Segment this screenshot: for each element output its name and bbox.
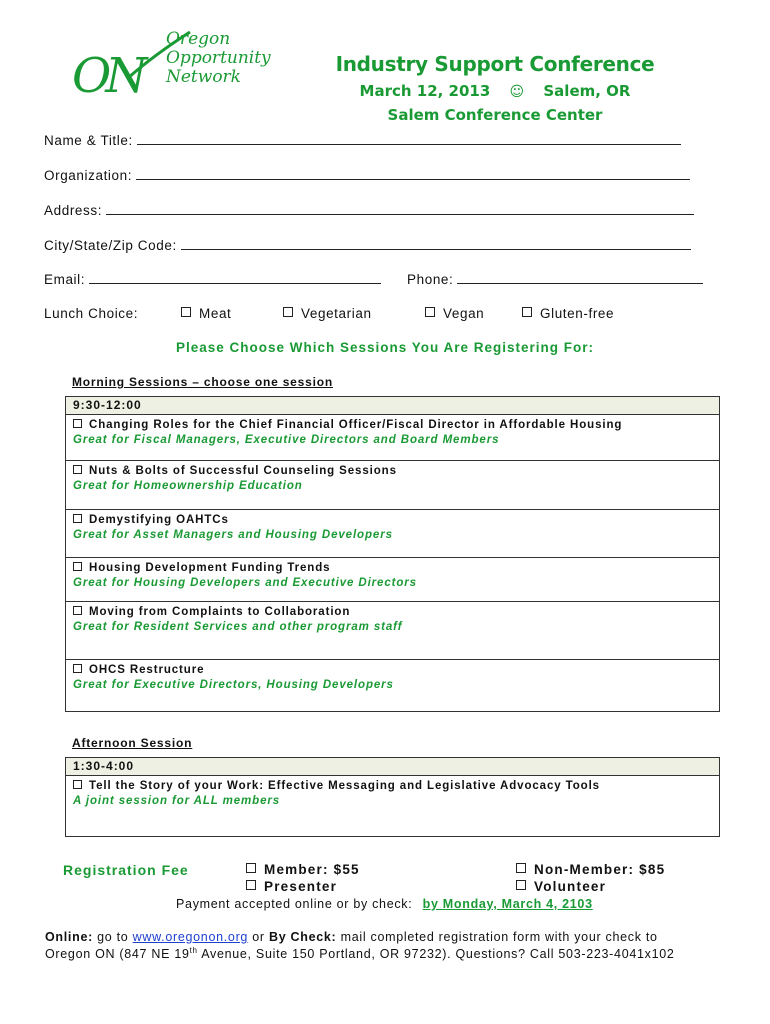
address-field[interactable]: [106, 202, 694, 215]
checkbox-icon[interactable]: [73, 514, 82, 523]
payment-line: [176, 897, 593, 911]
morning-sessions-table: [65, 396, 720, 712]
checkbox-icon[interactable]: [516, 863, 526, 873]
registration-fee-label: Registration Fee: [63, 862, 189, 878]
payment-deadline: by Monday, March 4, 2103: [422, 897, 593, 911]
lunch-option-vegetarian[interactable]: Vegetarian: [283, 306, 372, 321]
logo-line1: Oregon: [166, 29, 231, 49]
name-title-field[interactable]: [137, 132, 681, 145]
footer-line-2: Oregon ON (847 NE 19th Avenue, Suite 150 Portland, OR 97232). Questions? Call 503-223-4041x102: [45, 946, 675, 962]
city-state-zip-field[interactable]: [181, 237, 691, 250]
checkbox-icon[interactable]: [283, 307, 293, 317]
afternoon-session-label: Afternoon Session: [72, 736, 193, 750]
name-title-label: Name & Title:: [44, 133, 133, 148]
morning-sessions-label: Morning Sessions – choose one session: [72, 375, 333, 389]
session-option[interactable]: Housing Development Funding Trends Great for Housing Developers and Executive Directors: [66, 558, 719, 602]
checkbox-icon[interactable]: [246, 863, 256, 873]
fee-option-member[interactable]: Member: $55: [246, 862, 360, 877]
logo-mark: ON: [72, 48, 142, 104]
lunch-option-vegan[interactable]: Vegan: [425, 306, 484, 321]
afternoon-time: 1:30-4:00: [66, 758, 719, 776]
checkbox-icon[interactable]: [73, 465, 82, 474]
checkbox-icon[interactable]: [522, 307, 532, 317]
checkbox-icon[interactable]: [516, 880, 526, 890]
conference-date: March 12, 2013: [359, 82, 491, 100]
online-label: Online:: [45, 930, 93, 944]
check-label: By Check:: [268, 930, 337, 944]
city-state-zip-label: City/State/Zip Code:: [44, 238, 177, 253]
checkbox-icon[interactable]: [425, 307, 435, 317]
sessions-heading: Please Choose Which Sessions You Are Registering For:: [175, 340, 595, 355]
session-option[interactable]: Moving from Complaints to Collaboration Great for Resident Services and other program staff: [66, 602, 719, 660]
session-option[interactable]: Demystifying OAHTCs Great for Asset Managers and Housing Developers: [66, 510, 719, 558]
session-option[interactable]: Changing Roles for the Chief Financial Officer/Fiscal Director in Affordable Housing Great for Fiscal Managers, Executive Directors and Board Members: [66, 415, 719, 461]
session-option[interactable]: Nuts & Bolts of Successful Counseling Sessions Great for Homeownership Education: [66, 461, 719, 510]
checkbox-icon[interactable]: [73, 562, 82, 571]
email-label: Email:: [44, 272, 86, 287]
checkbox-icon[interactable]: [73, 780, 82, 789]
checkbox-icon[interactable]: [73, 664, 82, 673]
checkbox-icon[interactable]: [73, 419, 82, 428]
logo: [70, 28, 290, 108]
logo-line3: Network: [166, 67, 241, 87]
website-link[interactable]: www.oregonon.org: [132, 930, 249, 944]
address-label: Address:: [44, 203, 103, 218]
conference-header: [330, 52, 660, 124]
session-option[interactable]: OHCS Restructure Great for Executive Directors, Housing Developers: [73, 664, 394, 691]
fee-option-presenter[interactable]: Presenter: [246, 879, 337, 894]
email-field[interactable]: [89, 271, 381, 284]
conference-location: Salem, OR: [543, 82, 631, 100]
session-option[interactable]: Tell the Story of your Work: Effective Messaging and Legislative Advocacy Tools A joint session for ALL members: [73, 780, 600, 807]
afternoon-session-table: [65, 757, 720, 837]
checkbox-icon[interactable]: [181, 307, 191, 317]
lunch-option-meat[interactable]: Meat: [181, 306, 231, 321]
phone-label: Phone:: [407, 272, 454, 287]
conference-venue: Salem Conference Center: [387, 106, 603, 124]
phone-field[interactable]: [457, 271, 703, 284]
checkbox-icon[interactable]: [73, 606, 82, 615]
lunch-option-gluten-free[interactable]: Gluten-free: [522, 306, 614, 321]
payment-text: Payment accepted online or by check:: [176, 897, 413, 911]
checkbox-icon[interactable]: [246, 880, 256, 890]
morning-time: 9:30-12:00: [66, 397, 719, 415]
lunch-label: Lunch Choice:: [44, 306, 139, 321]
organization-field[interactable]: [136, 167, 690, 180]
organization-label: Organization:: [44, 168, 133, 183]
fee-option-non-member[interactable]: Non-Member: $85: [516, 862, 665, 877]
footer-line-1: Online: go to www.oregonon.org or By Check: mail completed registration form with your check to: [45, 930, 658, 944]
separator-icon: ☺: [509, 84, 525, 100]
fee-option-volunteer[interactable]: Volunteer: [516, 879, 606, 894]
logo-line2: Opportunity: [166, 48, 271, 68]
conference-title: Industry Support Conference: [335, 52, 655, 76]
